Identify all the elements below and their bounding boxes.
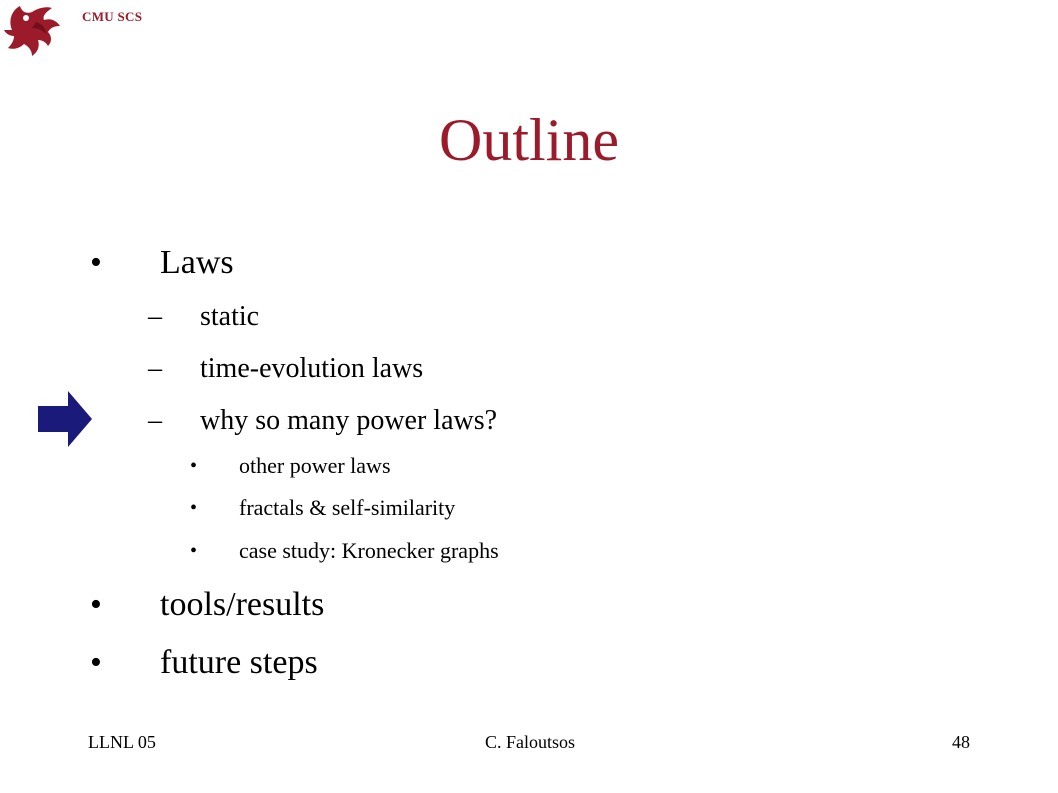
slide-title: Outline <box>439 107 619 173</box>
page-number: 48 <box>952 732 970 752</box>
footer-left: LLNL 05 <box>88 732 156 752</box>
bullet-text: fractals & self-similarity <box>239 495 456 520</box>
bullet-marker: • <box>90 244 102 281</box>
bullet-marker: – <box>148 353 162 384</box>
bullet-marker: • <box>190 455 198 477</box>
bullet-text: future steps <box>160 644 318 681</box>
bullet-text: time-evolution laws <box>200 353 424 384</box>
bullet-text: static <box>200 301 260 332</box>
bullet-text: tools/results <box>160 586 325 623</box>
bullet-text: other power laws <box>239 453 391 478</box>
right-arrow-icon <box>38 391 92 447</box>
bullet-marker: • <box>90 644 102 681</box>
bullet-marker: – <box>148 405 162 436</box>
griffin-logo-icon <box>2 0 66 62</box>
bullet-text: why so many power laws? <box>200 405 498 436</box>
bullet-text: Laws <box>160 244 234 281</box>
org-label: CMU SCS <box>82 9 143 24</box>
footer-author: C. Faloutsos <box>484 732 576 752</box>
bullet-marker: • <box>190 540 198 562</box>
bullet-marker: – <box>148 301 162 332</box>
bullet-marker: • <box>90 586 102 623</box>
bullet-marker: • <box>190 497 198 519</box>
bullet-text: case study: Kronecker graphs <box>239 538 499 563</box>
